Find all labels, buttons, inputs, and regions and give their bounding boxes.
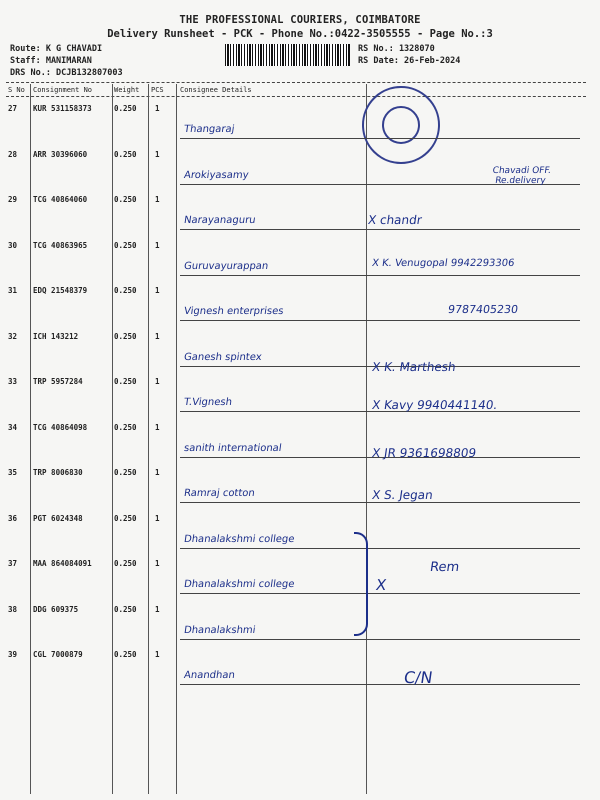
runsheet-subtitle: Delivery Runsheet - PCK - Phone No.:0422-3505555 - Page No.:3	[107, 28, 493, 40]
row-consignment: PGT 6024348	[33, 513, 83, 523]
row-consignment: ARR 30396060	[33, 149, 88, 159]
note-r37: X	[374, 576, 388, 594]
row-consignee: Dhanalakshmi college	[183, 579, 296, 590]
row-pcs: 1	[155, 513, 160, 523]
row-sno: 28	[8, 149, 18, 159]
row-consignment: ICH 143212	[33, 331, 79, 341]
row-sno: 29	[8, 195, 18, 204]
row-weight: 0.250	[114, 650, 137, 659]
row-consignee: Ramraj cotton	[183, 488, 256, 499]
note-r39: C/N	[402, 668, 434, 687]
rs-date: RS Date: 26-Feb-2024	[358, 56, 461, 66]
signature-line	[180, 502, 580, 503]
row-consignee: Guruvayurappan	[183, 260, 270, 272]
note-r34: X JR 9361698809	[371, 446, 478, 460]
row-consignee: Vignesh enterprises	[183, 306, 285, 317]
row-weight: 0.250	[114, 331, 137, 341]
row-pcs: 1	[155, 650, 160, 659]
row-pcs: 1	[155, 331, 160, 341]
runsheet-title: THE PROFESSIONAL COURIERS, COIMBATORE	[179, 14, 421, 26]
note-r33: X Kavy 9940441140.	[371, 398, 499, 412]
row-consignment: TCG 40863965	[33, 240, 88, 250]
row-sno: 27	[8, 104, 18, 113]
row-pcs: 1	[155, 149, 160, 159]
col-line	[30, 84, 31, 794]
col-header-sno: S No	[8, 86, 25, 94]
note-r31: 9787405230	[447, 303, 519, 316]
row-pcs: 1	[155, 286, 160, 295]
route-label: Route: K G CHAVADI	[10, 44, 103, 54]
col-header-consignee: Consignee Details	[180, 86, 252, 94]
row-weight: 0.250	[114, 513, 137, 523]
note-r35: X S. Jegan	[371, 488, 434, 502]
row-consignee: Ganesh spintex	[183, 351, 263, 363]
row-consignment: TCG 40864098	[33, 422, 88, 432]
row-sno: 30	[8, 240, 18, 250]
row-weight: 0.250	[114, 604, 137, 614]
row-weight: 0.250	[114, 286, 137, 295]
note-r28: Chavadi OFF. Re.delivery	[491, 166, 552, 186]
signature-line	[180, 684, 580, 685]
row-weight: 0.250	[114, 195, 137, 204]
barcode	[225, 44, 350, 66]
row-pcs: 1	[155, 559, 160, 568]
row-pcs: 1	[155, 422, 160, 432]
row-pcs: 1	[155, 468, 160, 477]
note-r29: X chandr	[367, 213, 423, 227]
col-line	[112, 84, 113, 794]
column-divider	[6, 96, 586, 97]
note-r36: Rem	[428, 560, 461, 575]
row-sno: 39	[8, 650, 18, 659]
col-header-pcs: PCS	[151, 86, 164, 94]
row-pcs: 1	[155, 104, 160, 113]
row-consignee: Dhanalakshmi	[183, 624, 257, 636]
row-sno: 35	[8, 468, 18, 477]
row-consignment: TCG 40864060	[33, 195, 88, 204]
row-sno: 31	[8, 286, 18, 295]
note-r32: X K. Marthesh	[371, 360, 457, 374]
row-sno: 37	[8, 559, 18, 568]
row-pcs: 1	[155, 377, 160, 386]
signature-line	[180, 548, 580, 549]
signature-line	[180, 229, 580, 230]
row-pcs: 1	[155, 240, 160, 250]
row-weight: 0.250	[114, 104, 137, 113]
row-consignee: sanith international	[183, 442, 283, 454]
row-consignment: DDG 609375	[33, 604, 79, 614]
col-line	[176, 84, 177, 794]
signature-line	[180, 275, 580, 276]
row-consignment: KUR 531158373	[33, 104, 92, 113]
signature-line	[180, 320, 580, 321]
row-weight: 0.250	[114, 149, 137, 159]
signature-line	[180, 138, 580, 139]
row-pcs: 1	[155, 604, 160, 614]
row-weight: 0.250	[114, 377, 137, 386]
row-weight: 0.250	[114, 468, 137, 477]
rs-number: RS No.: 1328070	[358, 44, 435, 54]
row-weight: 0.250	[114, 559, 137, 568]
signature-line	[180, 639, 580, 640]
drs-number: DRS No.: DCJB132807003	[10, 68, 123, 78]
row-consignment: MAA 864084091	[33, 559, 92, 568]
note-r30: X K. Venugopal 9942293306	[371, 258, 516, 269]
row-consignee: Arokiyasamy	[183, 169, 250, 181]
staff-label: Staff: MANIMARAN	[10, 56, 92, 66]
row-consignee: Thangaraj	[183, 124, 236, 135]
row-consignee: Anandhan	[183, 670, 236, 681]
row-consignment: CGL 7000879	[33, 650, 83, 659]
row-weight: 0.250	[114, 240, 137, 250]
row-consignment: TRP 8006830	[33, 468, 83, 477]
bracket	[354, 532, 368, 636]
row-consignee: Narayanaguru	[183, 215, 257, 226]
row-consignee: T.Vignesh	[183, 397, 233, 408]
col-header-consignment: Consignment No	[33, 86, 93, 94]
row-sno: 33	[8, 377, 18, 386]
header-divider	[6, 82, 586, 83]
row-sno: 38	[8, 604, 18, 614]
row-sno: 34	[8, 422, 18, 432]
row-sno: 32	[8, 331, 18, 341]
row-consignment: EDQ 21548379	[33, 286, 88, 295]
row-pcs: 1	[155, 195, 160, 204]
row-consignee: Dhanalakshmi college	[183, 533, 296, 545]
col-line	[148, 84, 149, 794]
company-stamp	[362, 86, 440, 164]
row-sno: 36	[8, 513, 18, 523]
row-consignment: TRP 5957284	[33, 377, 83, 386]
col-header-weight: Weight	[114, 86, 140, 94]
row-weight: 0.250	[114, 422, 137, 432]
col-line	[366, 84, 367, 794]
